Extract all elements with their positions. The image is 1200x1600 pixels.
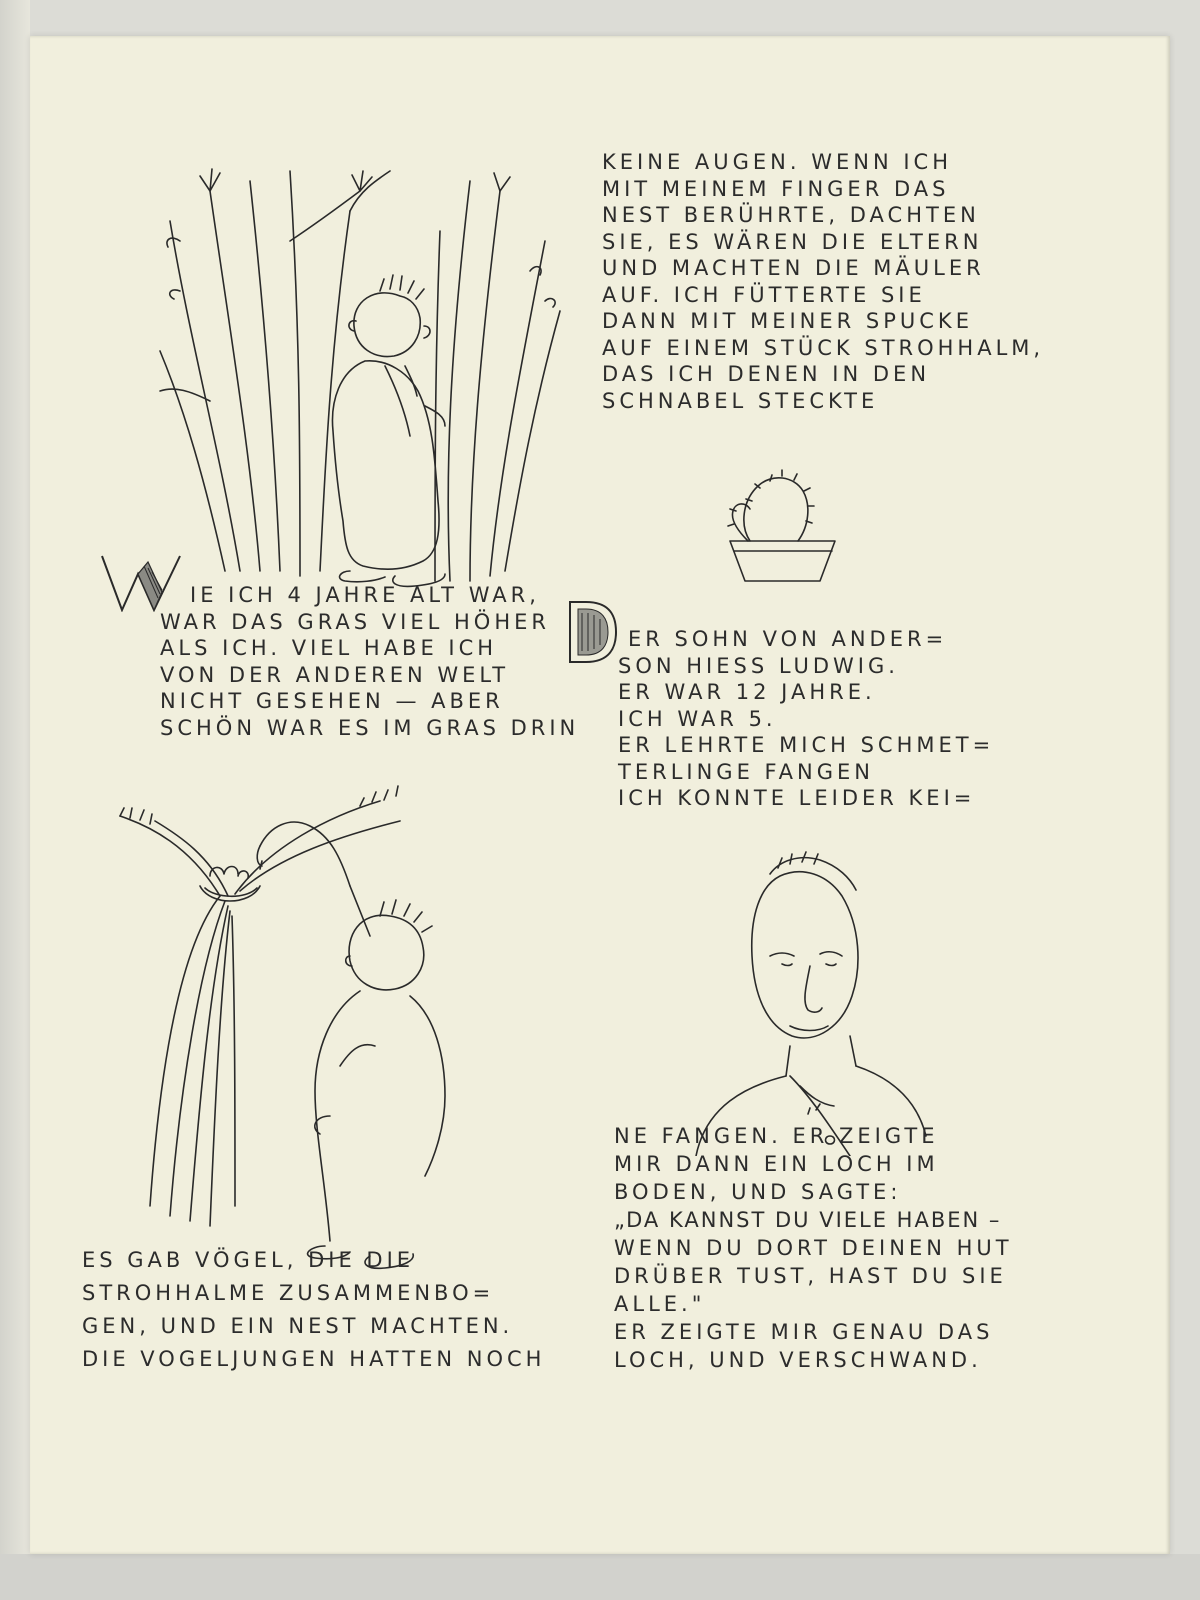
text-line: NICHT GESEHEN — ABER bbox=[160, 689, 504, 713]
text-line: AUF EINEM STÜCK STROHHALM, bbox=[602, 335, 1045, 360]
text-line: ICH WAR 5. bbox=[618, 706, 777, 731]
text-line: DIE VOGELJUNGEN HATTEN NOCH bbox=[82, 1347, 546, 1371]
child-in-tall-grass-illustration bbox=[150, 151, 570, 601]
text-line: GEN, UND EIN NEST MACHTEN. bbox=[82, 1314, 514, 1338]
text-line: DANN MIT MEINER SPUCKE bbox=[602, 309, 973, 333]
text-line: AUF. ICH FÜTTERTE SIE bbox=[602, 282, 926, 307]
text-line: ER LEHRTE MICH SCHMET= bbox=[618, 733, 995, 757]
text-line: ALLE." bbox=[614, 1292, 706, 1316]
text-line: ICH KONNTE LEIDER KEI= bbox=[618, 786, 976, 810]
text-line: ES GAB VÖGEL, DIE DIE bbox=[82, 1248, 415, 1272]
paragraph-right-middle bbox=[590, 626, 994, 812]
text-line: WAR DAS GRAS VIEL HÖHER bbox=[160, 609, 550, 634]
text-line: LOCH, UND VERSCHWAND. bbox=[614, 1348, 982, 1372]
text-line: ER ZEIGTE MIR GENAU DAS bbox=[614, 1320, 994, 1344]
paragraph-left-middle bbox=[160, 582, 579, 741]
text-line: VON DER ANDEREN WELT bbox=[160, 662, 510, 687]
portrait-of-ludwig-illustration bbox=[670, 846, 950, 1156]
text-line: WENN DU DORT DEINEN HUT bbox=[614, 1236, 1013, 1260]
text-line: „DA KANNST DU VIELE HABEN – bbox=[614, 1208, 1002, 1232]
text-line: BODEN, UND SAGTE: bbox=[614, 1180, 902, 1204]
paragraph-bottom-right bbox=[614, 1122, 1013, 1374]
text-line: UND MACHTEN DIE MÄULER bbox=[602, 256, 985, 280]
child-feeding-bird-nest-illustration bbox=[110, 766, 470, 1276]
text-line: ER SOHN VON ANDER= bbox=[628, 627, 948, 651]
text-line: NE FANGEN. ER ZEIGTE bbox=[614, 1124, 939, 1148]
paragraph-bottom-left bbox=[82, 1244, 545, 1376]
text-line: SON HIESS LUDWIG. bbox=[618, 653, 899, 678]
potted-cactus-illustration bbox=[720, 456, 850, 586]
text-line: DAS ICH DENEN IN DEN bbox=[602, 362, 931, 386]
book-spine-edge bbox=[0, 0, 30, 1600]
text-line: ALS ICH. VIEL HABE ICH bbox=[160, 636, 498, 660]
paragraph-top-right bbox=[602, 149, 1044, 414]
text-line: ER WAR 12 JAHRE. bbox=[618, 680, 876, 704]
text-line: MIT MEINEM FINGER DAS bbox=[602, 176, 950, 201]
text-line: NEST BERÜHRTE, DACHTEN bbox=[602, 203, 980, 227]
text-line: DRÜBER TUST, HAST DU SIE bbox=[614, 1264, 1007, 1288]
text-line: MIR DANN EIN LOCH IM bbox=[614, 1152, 939, 1176]
text-line: SCHÖN WAR ES IM GRAS DRIN bbox=[160, 715, 580, 740]
text-line: IE ICH 4 JAHRE ALT WAR, bbox=[190, 583, 540, 607]
text-line: TERLINGE FANGEN bbox=[618, 759, 874, 784]
text-line: SCHNABEL STECKTE bbox=[602, 388, 879, 413]
text-line: STROHHALME ZUSAMMENBO= bbox=[82, 1281, 495, 1305]
book-page bbox=[30, 36, 1170, 1554]
table-surface bbox=[0, 1554, 1200, 1600]
text-line: KEINE AUGEN. WENN ICH bbox=[602, 150, 952, 174]
text-line: SIE, ES WÄREN DIE ELTERN bbox=[602, 229, 983, 254]
